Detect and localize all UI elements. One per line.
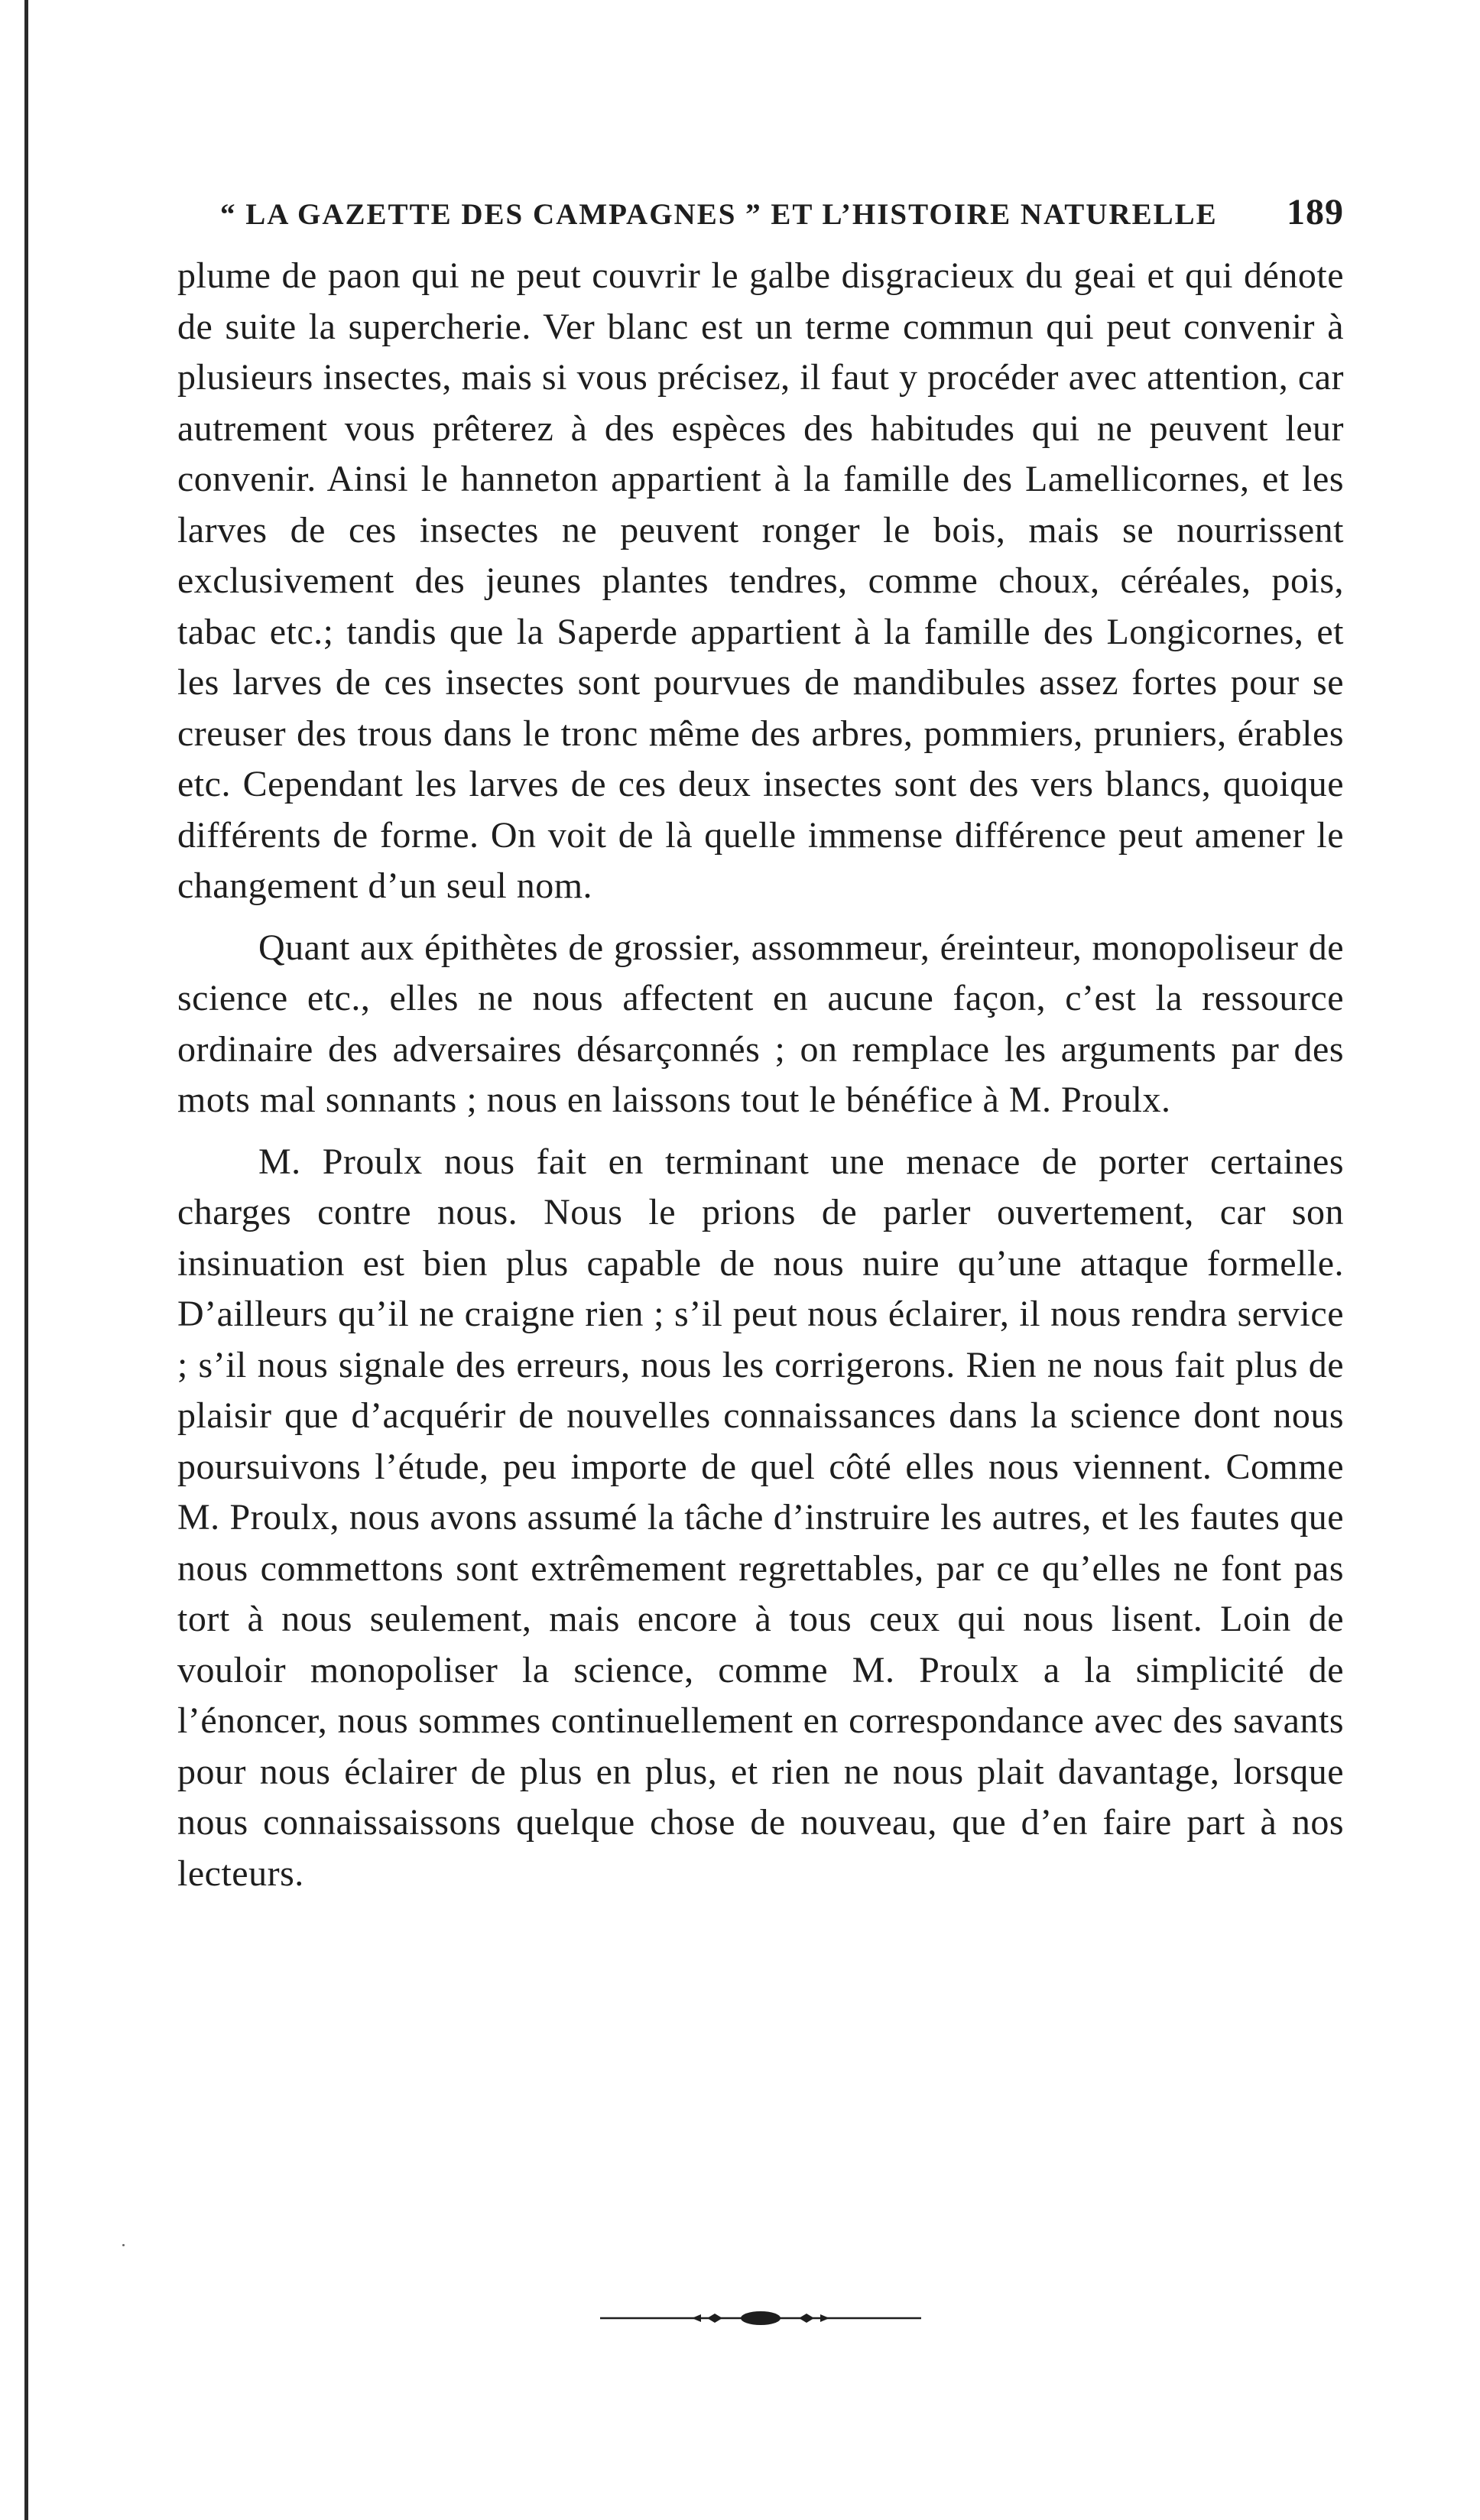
tailpiece-ornament-icon (600, 2309, 921, 2327)
running-title: “ LA GAZETTE DES CAMPAGNES ” ET L’HISTOIRE NATURELLE (220, 198, 1218, 231)
paragraph-continuation: plume de paon qui ne peut couvrir le galbe disgracieux du geai et qui dénote de suite la supercherie. Ver blanc est un terme commun qui peut convenir à plusieurs insectes, mais si vous précisez, il faut y procéder avec attention, car autrement vous prêterez à des espèces des habitudes qui ne peuvent leur convenir. Ainsi le hanneton appartient à la famille des Lamellicornes, et les larves de ces insectes ne peuvent ronger le bois, mais se nourrissent exclusivement des jeunes plantes tendres, comme choux, céréales, pois, tabac etc.; tandis que la Saperde appartient à la famille des Longicornes, et les larves de ces insectes sont pourvues de mandibules assez fortes pour se creuser des trous dans le tronc même des arbres, pommiers, pruniers, érables etc. Cependant les larves de ces deux insectes sont des vers blancs, quoique différents de forme. On voit de là quelle immense différence peut amener le changement d’un seul nom. (177, 255, 1344, 906)
page-number: 189 (1287, 192, 1344, 232)
body-text (177, 251, 1344, 1899)
paragraph-response: M. Proulx nous fait en terminant une menace de porter certaines charges contre nous. Nous le prions de parler ouvertement, car son insinuation est bien plus capable de nous nuire qu’une attaque formelle. D’ailleurs qu’il ne craigne rien ; s’il peut nous éclairer, il nous rendra service ; s’il nous signale des erreurs, nous les corrigerons. Rien ne nous fait plus de plaisir que d’acquérir de nouvelles connaissances dans la science dont nous poursuivons l’étude, peu importe de quel côté elles nous viennent. Comme M. Proulx, nous avons assumé la tâche d’instruire les autres, et les fautes que nous commettons sont extrêmement regrettables, par ce qu’elles ne font pas tort à nous seulement, mais encore à tous ceux qui nous lisent. Loin de vouloir monopoliser la science, comme M. Proulx a la simplicité de l’énoncer, nous sommes continuellement en correspondance avec des savants pour nous éclairer de plus en plus, et rien ne nous plait davantage, lorsque nous connaissaissons quelque chose de nouveau, que d’en faire part à nos lecteurs. (177, 1141, 1344, 1894)
paper-speck (122, 2244, 125, 2246)
book-page (177, 191, 1344, 1899)
page-binding-edge (24, 0, 28, 2520)
running-head (177, 191, 1344, 237)
paragraph-epithets: Quant aux épithètes de grossier, assommeur, éreinteur, monopoliseur de science etc., elles ne nous affectent en aucune façon, c’est la ressource ordinaire des adversaires désarçonnés ; on remplace les arguments par des mots mal sonnants ; nous en laissons tout le bénéfice à M. Proulx. (177, 927, 1344, 1120)
tailpiece-ornament (177, 2309, 1344, 2327)
